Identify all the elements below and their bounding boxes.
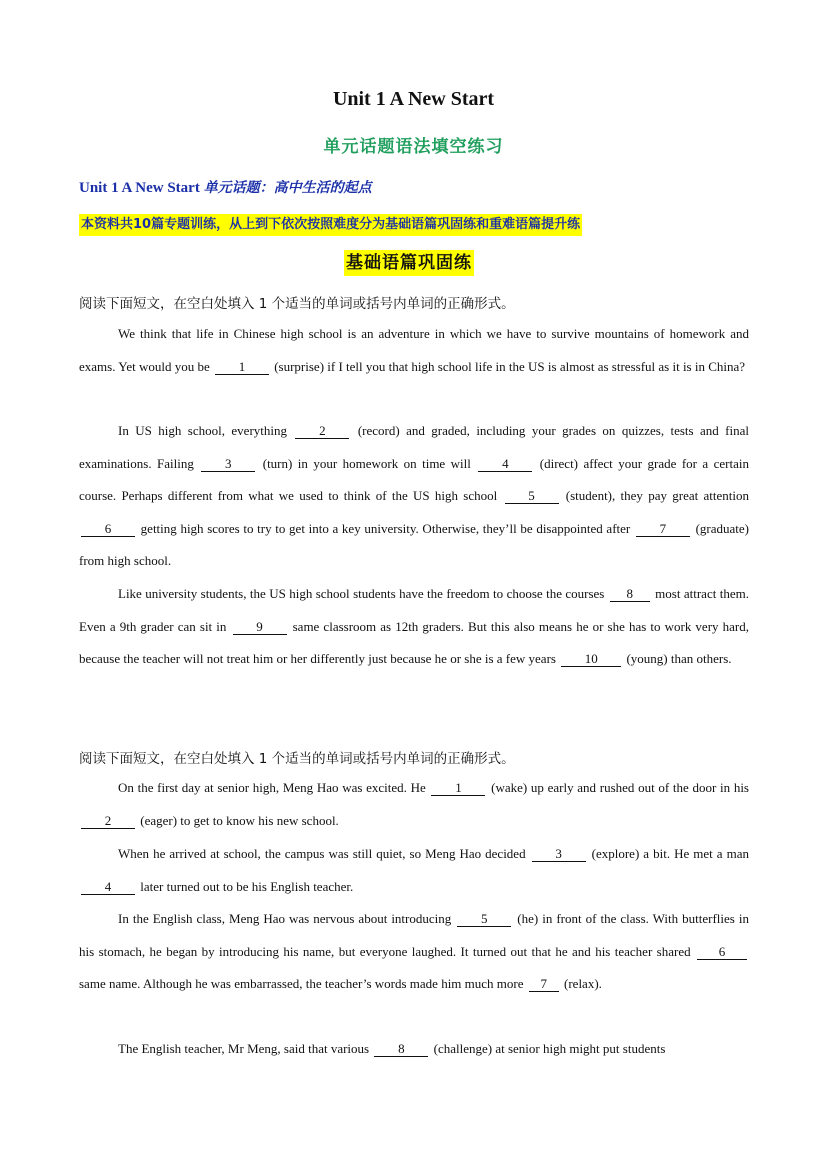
text-run: (surprise) if I tell you that high school life in the US is almost as stressful as it is in China? (270, 358, 746, 374)
text-run: (young) than others. (623, 651, 732, 667)
blank-9: 9 (233, 619, 287, 635)
document-title: Unit 1 A New Start (332, 88, 495, 110)
blank-3: 3 (201, 456, 255, 472)
passage1-paragraph-2 (79, 415, 749, 578)
text-run: (graduate) from high school. (79, 520, 749, 569)
text-run: When he arrived at school, the campus was still quiet, so Meng Hao decided (118, 846, 530, 861)
text-run: (eager) to get to know his new school. (137, 812, 339, 828)
text-run: (turn) in your homework on time will (257, 455, 477, 471)
text-run: same name. Although he was embarrassed, the teacher’s words made him much more (79, 976, 527, 992)
topic-cn: 单元话题：高中生活的起点 (203, 180, 372, 196)
text-run: (challenge) at senior high might put students (430, 1041, 666, 1056)
text-run: (wake) up early and rushed out of the door in his (487, 780, 749, 795)
text-run: getting high scores to try to get into a key university. Otherwise, they’ll be disappointed after (137, 520, 634, 536)
blank-3: 3 (532, 846, 586, 862)
topic-en: Unit 1 A New Start (79, 180, 204, 196)
blank-8: 8 (374, 1041, 428, 1057)
passage2-paragraph-4 (79, 1033, 749, 1066)
document-subtitle: 单元话题语法填空练习 (323, 137, 504, 157)
blank-4: 4 (81, 879, 135, 895)
text-run: (explore) a bit. He met a man (587, 846, 749, 861)
blank-10: 10 (561, 651, 621, 667)
text-run: In US high school, everything (118, 423, 294, 438)
passage2-paragraph-3 (79, 903, 749, 1001)
passage1-paragraph-3 (79, 578, 749, 676)
text-run: We think that life in Chinese high school is an adventure in which we have to survive mountains of homework and exams. Yet would you be (79, 326, 749, 374)
text-run: (student), they pay great attention (560, 488, 749, 504)
blank-7: 7 (636, 521, 690, 537)
blank-8: 8 (610, 586, 650, 602)
passage2-instruction: 阅读下面短文，在空白处填入 1 个适当的单词或括号内单词的正确形式。 (79, 751, 515, 767)
text-run: (relax). (560, 976, 602, 992)
passage2-paragraph-1 (79, 772, 749, 837)
text-run: Like university students, the US high school students have the freedom to choose the courses (118, 586, 608, 601)
text-run: (record) and graded, including your grades on quizzes, tests and final examinations. Failing (79, 423, 750, 471)
blank-6: 6 (697, 944, 747, 960)
text-run: The English teacher, Mr Meng, said that various (118, 1041, 373, 1056)
text-run: later turned out to be his English teacher. (137, 878, 354, 894)
text-run: most attract them. Even a 9th grader can sit in (79, 586, 749, 634)
text-run: (he) in front of the class. With butterflies in his stomach, he began by introducing his name, but everyone laughed. It turned out that he and his teacher shared (79, 911, 749, 959)
blank-2: 2 (81, 813, 135, 829)
blank-7: 7 (529, 976, 559, 992)
highlight-banner: 本资料共10篇专题训练，从上到下依次按照难度分为基础语篇巩固练和重难语篇提升练 (79, 214, 582, 236)
blank-5: 5 (505, 488, 559, 504)
text-run: (direct) affect your grade for a certain course. Perhaps different from what we used to think of the US high school (79, 455, 749, 504)
blank-6: 6 (81, 521, 135, 537)
section-heading: 基础语篇巩固练 (344, 250, 474, 276)
blank-1: 1 (215, 359, 269, 375)
passage1-instruction: 阅读下面短文，在空白处填入 1 个适当的单词或括号内单词的正确形式。 (79, 296, 515, 312)
text-run: same classroom as 12th graders. But this also means he or she has to work very hard, because the teacher will not treat him or her differently just because he or she is a few years (79, 618, 749, 667)
passage1-paragraph-1 (79, 318, 749, 383)
passage2-paragraph-2 (79, 838, 749, 903)
unit-topic (79, 177, 372, 197)
blank-5: 5 (457, 911, 511, 927)
blank-1: 1 (431, 780, 485, 796)
blank-2: 2 (295, 423, 349, 439)
text-run: On the first day at senior high, Meng Hao was excited. He (118, 780, 430, 795)
text-run: In the English class, Meng Hao was nervous about introducing (118, 911, 456, 926)
blank-4: 4 (478, 456, 532, 472)
